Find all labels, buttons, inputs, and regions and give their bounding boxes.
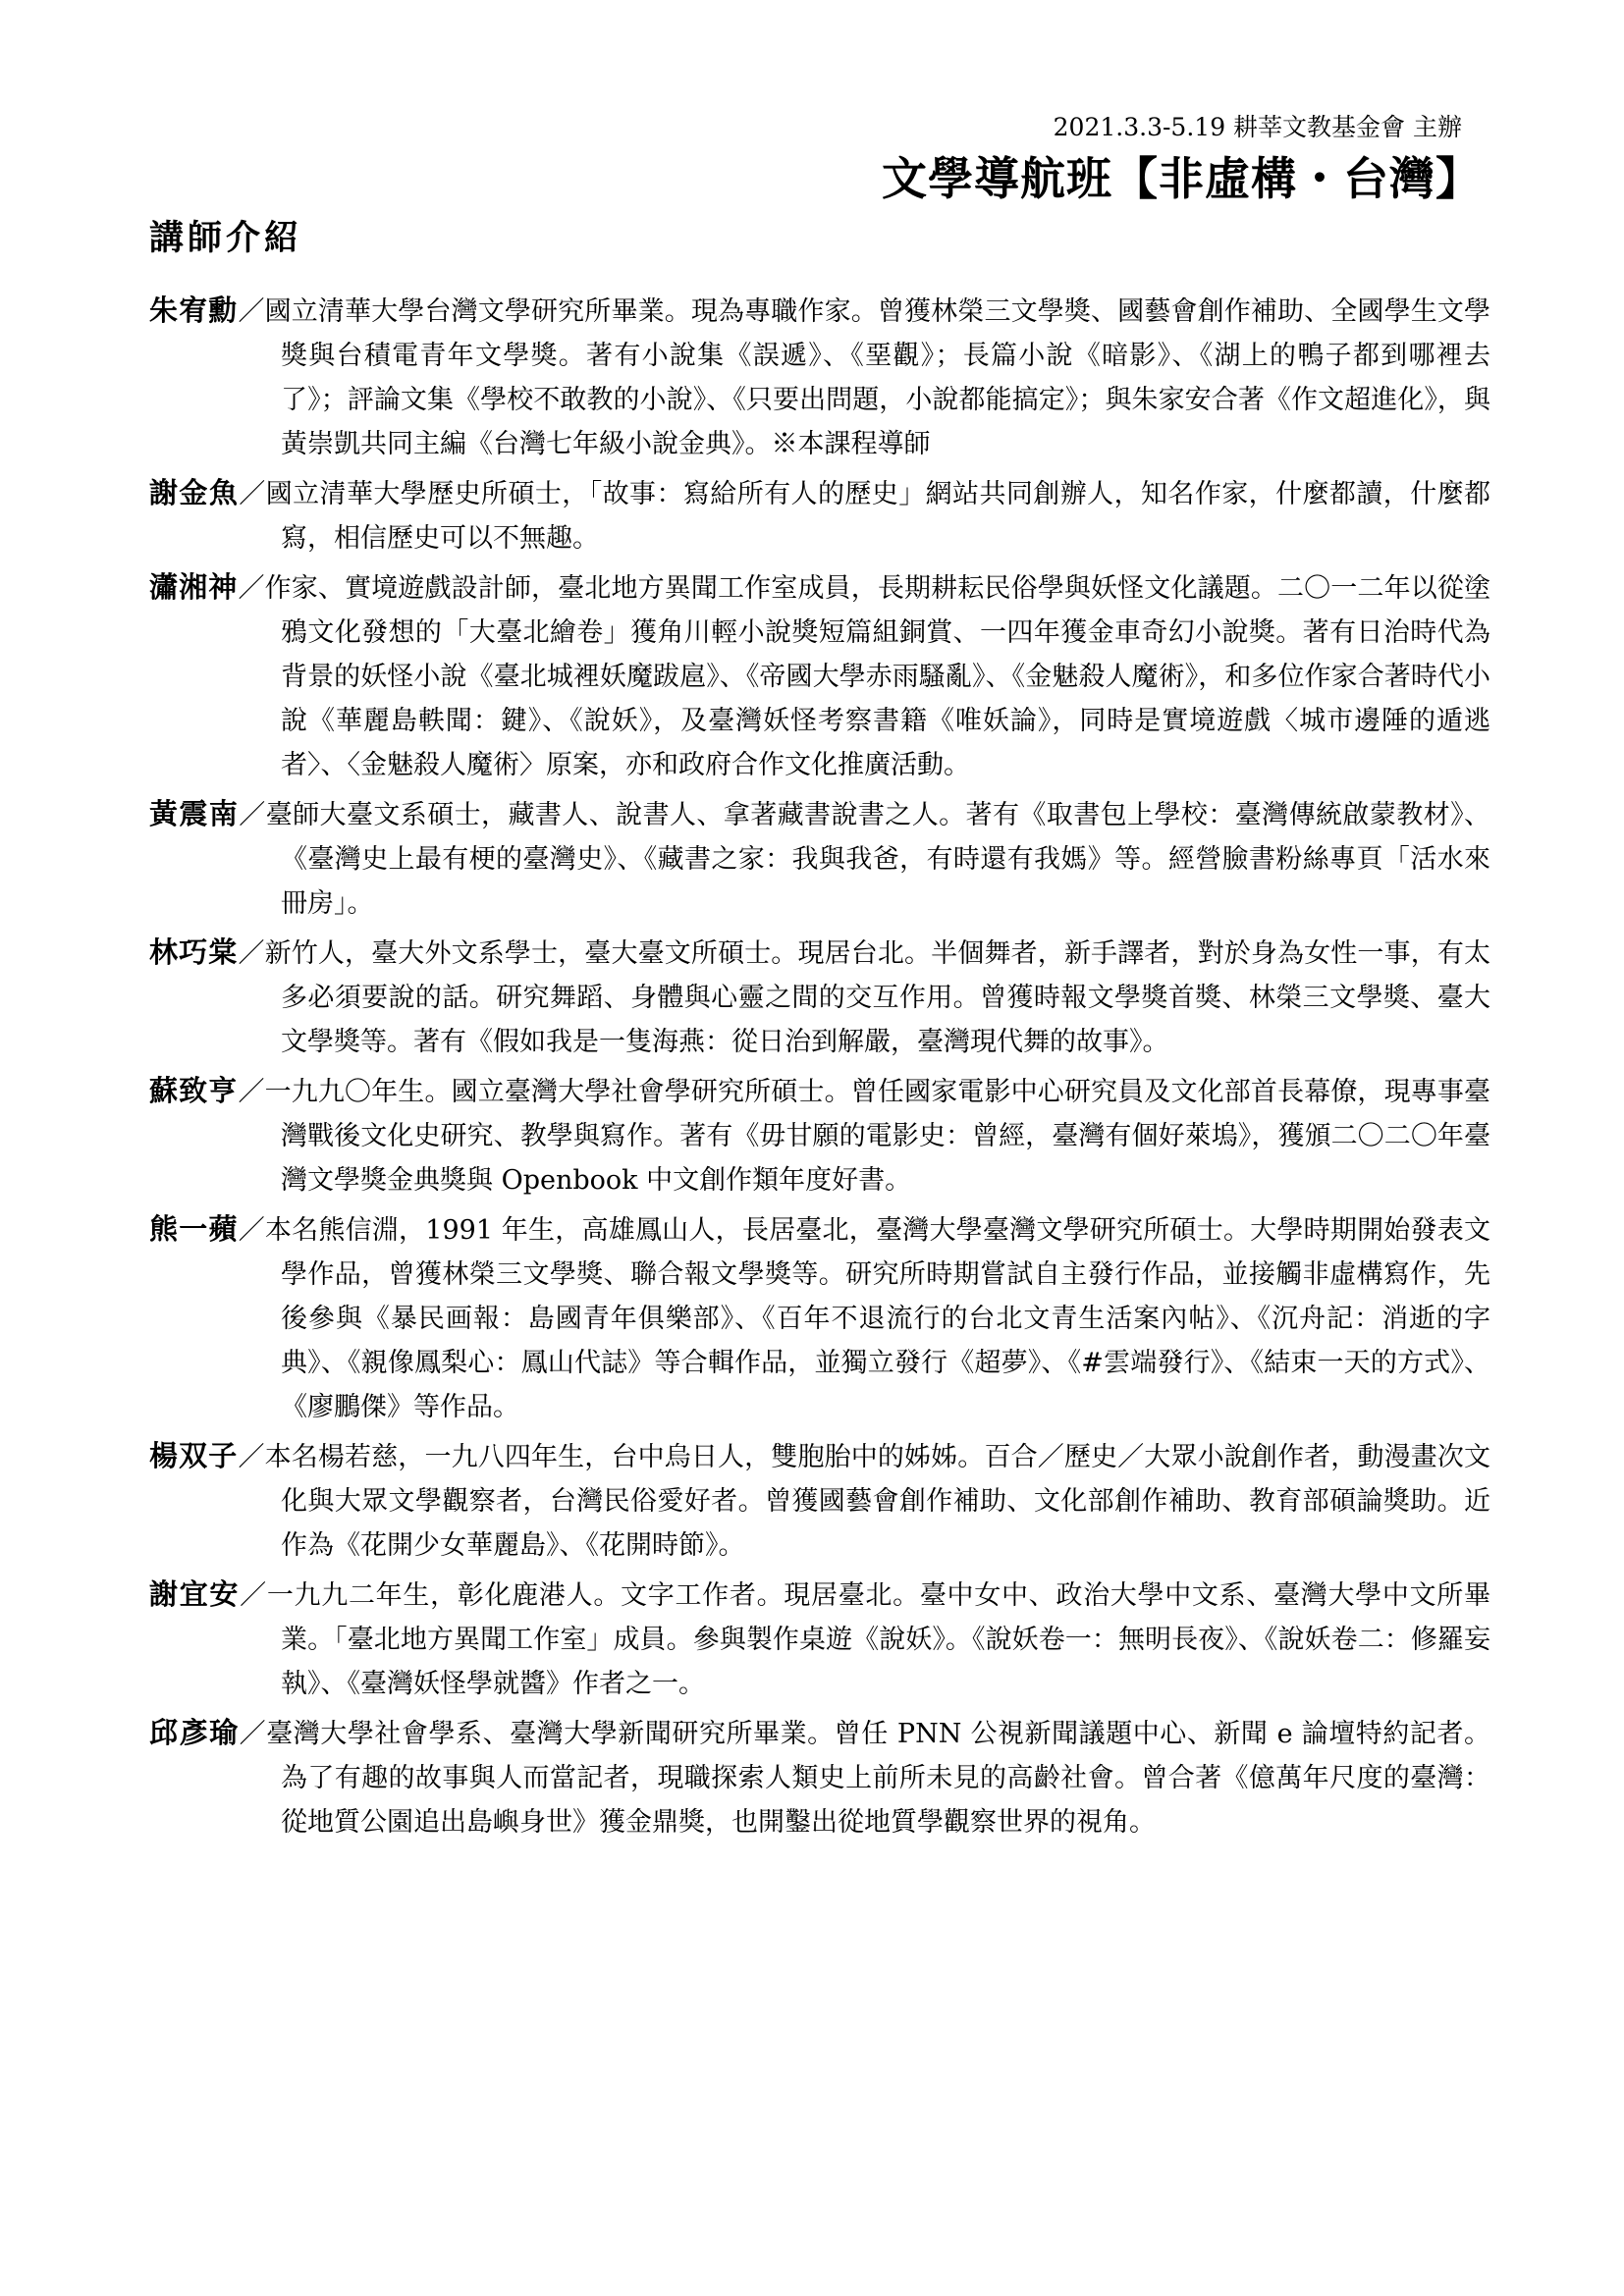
name-separator: ／ — [238, 938, 265, 969]
instructor-bio: 作家、實境遊戲設計師，臺北地方異聞工作室成員，長期耕耘民俗學與妖怪文化議題。二〇一二年以從塗鴉文化發想的「大臺北繪卷」獲角川輕小說獎短篇組銅賞、一四年獲金車奇幻小說獎。著有日治時代為背景的妖怪小說《臺北城裡妖魔跋扈》、《帝國大學赤雨騷亂》、《金魅殺人魔術》，和多位作家合著時代小說《華麗島軼聞：鍵》、《說妖》，及臺灣妖怪考察書籍《唯妖論》，同時是實境遊戲〈城市邊陲的遁逃者〉、〈金魅殺人魔術〉原案，亦和政府合作文化推廣活動。 — [264, 573, 1491, 780]
instructor-entry — [149, 565, 1490, 787]
instructor-name: 邱彥瑜 — [149, 1716, 240, 1749]
instructor-list — [149, 289, 1490, 1849]
event-date-organizer: 2021.3.3-5.19 耕莘文教基金會 主辦 — [1053, 113, 1462, 141]
instructor-bio: 新竹人，臺大外文系學士，臺大臺文所碩士。現居台北。半個舞者，新手譯者，對於身為女性一事，有太多必須要說的話。研究舞蹈、身體與心靈之間的交互作用。曾獲時報文學獎首獎、林榮三文學獎、臺大文學獎等。著有《假如我是一隻海燕：從日治到解嚴，臺灣現代舞的故事》。 — [264, 938, 1491, 1057]
instructor-name: 瀟湘神 — [149, 570, 239, 604]
instructor-bio: 臺灣大學社會學系、臺灣大學新聞研究所畢業。曾任 PNN 公視新聞議題中心、新聞 e 論壇特約記者。為了有趣的故事與人而當記者，現職探索人類史上前所未見的高齡社會。曾合著《億萬年尺度的臺灣：從地質公園追出島嶼身世》獲金鼎獎，也開鑿出從地質學觀察世界的視角。 — [266, 1719, 1490, 1838]
instructor-entry — [149, 1069, 1490, 1202]
instructor-bio: 國立清華大學台灣文學研究所畢業。現為專職作家。曾獲林榮三文學獎、國藝會創作補助、全國學生文學獎與台積電青年文學獎。著有小說集《誤遞》、《堊觀》；長篇小說《暗影》、《湖上的鴨子都到哪裡去了》；評論文集《學校不敢教的小說》、《只要出問題，小說都能搞定》；與朱家安合著《作文超進化》，與黃崇凱共同主編《台灣七年級小說金典》。※本課程導師 — [264, 296, 1491, 459]
instructor-bio: 一九九〇年生。國立臺灣大學社會學研究所碩士。曾任國家電影中心研究員及文化部首長幕僚，現專事臺灣戰後文化史研究、教學與寫作。著有《毋甘願的電影史：曾經，臺灣有個好萊塢》，獲頒二〇二〇年臺灣文學獎金典獎與 Openbook 中文創作類年度好書。 — [264, 1077, 1491, 1196]
instructor-name: 楊双子 — [149, 1439, 239, 1472]
instructor-name: 謝宜安 — [149, 1577, 241, 1611]
instructor-bio: 臺師大臺文系碩士，藏書人、說書人、拿著藏書說書之人。著有《取書包上學校：臺灣傳統啟蒙教材》、《臺灣史上最有梗的臺灣史》、《藏書之家：我與我爸，有時還有我媽》等。經營臉書粉絲專頁「活水來冊房」。 — [265, 800, 1490, 919]
instructor-bio: 本名楊若慈，一九八四年生，台中烏日人，雙胞胎中的姊姊。百合／歷史／大眾小說創作者，動漫畫次文化與大眾文學觀察者，台灣民俗愛好者。曾獲國藝會創作補助、文化部創作補助、教育部碩論獎助。近作為《花開少女華麗島》、《花開時節》。 — [264, 1442, 1491, 1561]
document-title: 文學導航班【非虛構・台灣】 — [882, 152, 1482, 205]
section-heading: 講師介紹 — [149, 219, 303, 258]
name-separator: ／ — [239, 1719, 267, 1749]
instructor-name: 林巧棠 — [149, 935, 239, 969]
instructor-entry — [149, 1711, 1490, 1844]
instructor-entry — [149, 289, 1490, 466]
name-separator: ／ — [238, 1077, 265, 1107]
name-separator: ／ — [238, 1215, 265, 1246]
instructor-entry — [149, 792, 1490, 926]
name-separator: ／ — [240, 1580, 267, 1611]
instructor-bio: 國立清華大學歷史所碩士，「故事：寫給所有人的歷史」網站共同創辦人，知名作家，什麼都讀，什麼都寫，相信歷史可以不無趣。 — [265, 479, 1490, 554]
instructor-entry — [149, 1207, 1490, 1429]
instructor-entry — [149, 1573, 1490, 1706]
instructor-name: 熊一蘋 — [149, 1212, 239, 1246]
name-separator: ／ — [239, 800, 266, 830]
name-separator: ／ — [238, 573, 265, 604]
instructor-name: 黃震南 — [149, 797, 240, 830]
instructor-entry — [149, 471, 1490, 561]
instructor-bio: 一九九二年生，彰化鹿港人。文字工作者。現居臺北。臺中女中、政治大學中文系、臺灣大學中文所畢業。「臺北地方異聞工作室」成員。參與製作桌遊《說妖》。《說妖卷一：無明長夜》、《說妖卷二：修羅妄執》、《臺灣妖怪學就醬》作者之一。 — [266, 1580, 1490, 1699]
name-separator: ／ — [238, 1442, 265, 1472]
name-separator: ／ — [238, 296, 265, 327]
name-separator: ／ — [239, 479, 266, 509]
instructor-name: 朱宥勳 — [149, 294, 239, 327]
instructor-entry — [149, 1434, 1490, 1568]
instructor-name: 蘇致亨 — [149, 1074, 239, 1107]
instructor-bio: 本名熊信淵，1991 年生，高雄鳳山人，長居臺北，臺灣大學臺灣文學研究所碩士。大學時期開始發表文學作品，曾獲林榮三文學獎、聯合報文學獎等。研究所時期嘗試自主發行作品，並接觸非虛構寫作，先後參與《暴民画報：島國青年俱樂部》、《百年不退流行的台北文青生活案內帖》、《沉舟記：消逝的字典》、《親像鳳梨心：鳳山代誌》等合輯作品，並獨立發行《超夢》、《#雲端發行》、《結束一天的方式》、《廖鵬傑》等作品。 — [264, 1215, 1490, 1422]
instructor-entry — [149, 931, 1490, 1064]
instructor-name: 謝金魚 — [149, 476, 240, 509]
